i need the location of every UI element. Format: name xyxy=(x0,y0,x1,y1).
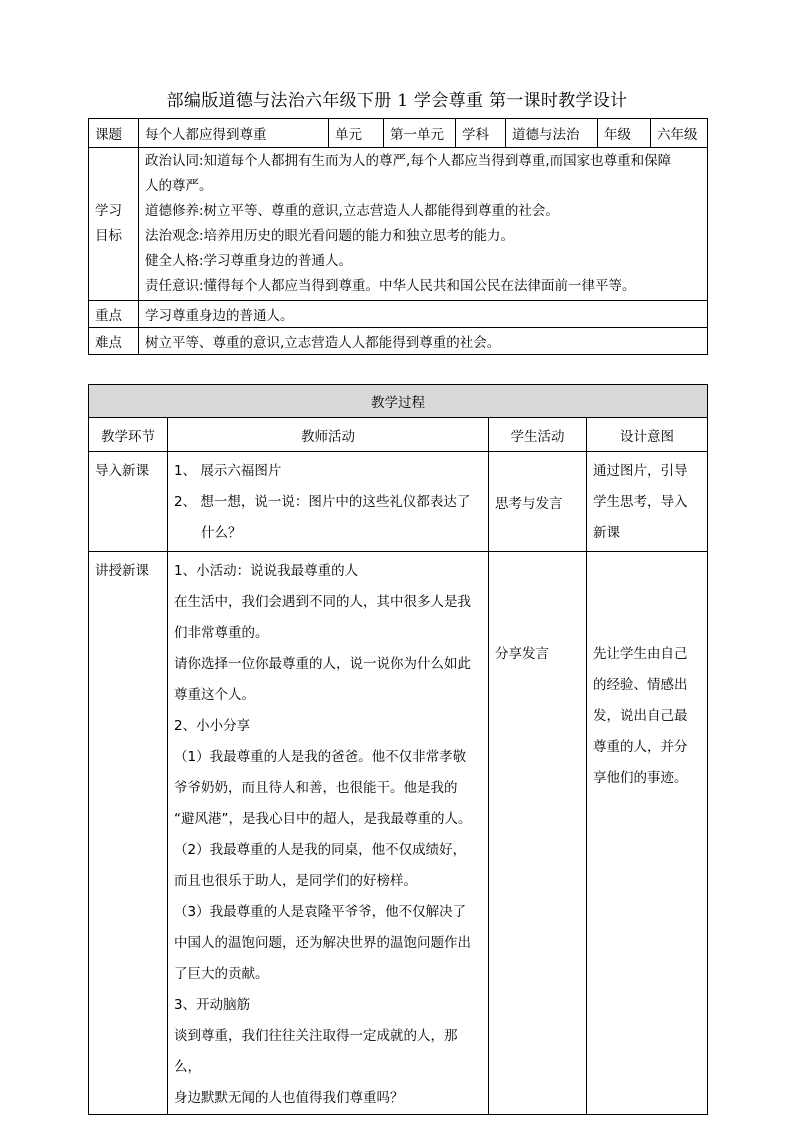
column-header-row xyxy=(89,418,708,452)
teacher-line: 在生活中，我们会遇到不同的人，其中很多人是我 xyxy=(174,594,471,610)
stage-text: 导入新课 xyxy=(95,463,149,479)
teacher-line: 了巨大的贡献。 xyxy=(174,966,269,982)
key-point-label: 重点 xyxy=(89,301,139,328)
difficulty-row xyxy=(89,328,708,355)
teacher-line: 尊重这个人。 xyxy=(174,687,255,703)
lesson-info-table xyxy=(88,118,708,355)
difficulty-text: 树立平等、尊重的意识,立志营造人人都能得到尊重的社会。 xyxy=(139,328,708,355)
section-header-row xyxy=(89,385,708,418)
objectives-label xyxy=(89,148,139,301)
teacher-line: 什么？ xyxy=(201,525,242,541)
teacher-line: “避风港”，是我心目中的超人，是我最尊重的人。 xyxy=(174,811,472,827)
teacher-line: 1、 展示六福图片 xyxy=(174,463,282,479)
objectives-content xyxy=(139,148,708,301)
table-row xyxy=(89,452,708,552)
teacher-line: （2）我最尊重的人是我的同桌，他不仅成绩好， xyxy=(174,842,467,858)
intent-line: 通过图片，引导 xyxy=(593,463,688,479)
teacher-activity-cell xyxy=(168,552,489,1115)
intent-line: 新课 xyxy=(593,525,620,541)
teacher-line: 中国人的温饱问题，还为解决世界的温饱问题作出 xyxy=(174,935,471,951)
intent-line: 学生思考，导入 xyxy=(593,494,688,510)
objectives-row xyxy=(89,148,708,301)
teacher-line: 请你选择一位你最尊重的人，说一说你为什么如此 xyxy=(174,656,471,672)
teacher-line: 2、小小分享 xyxy=(174,718,251,734)
stage-cell xyxy=(89,452,168,552)
header-design-intent: 设计意图 xyxy=(587,418,708,452)
objective-item: 人的尊严。 xyxy=(145,178,213,194)
student-activity-cell xyxy=(489,552,587,1115)
intent-line: 先让学生由自己 xyxy=(593,646,688,662)
key-point-row xyxy=(89,301,708,328)
subject-label: 学科 xyxy=(456,119,506,148)
design-intent-cell xyxy=(587,552,708,1115)
objective-item: 法治观念:培养用历史的眼光看问题的能力和独立思考的能力。 xyxy=(145,228,515,244)
header-teacher-activity: 教师活动 xyxy=(168,418,489,452)
student-activity-text: 思考与发言 xyxy=(495,495,563,512)
unit-label: 单元 xyxy=(329,119,384,148)
header-stage: 教学环节 xyxy=(89,418,168,452)
teacher-line: 1、小活动：说说我最尊重的人 xyxy=(174,563,359,579)
unit-value: 第一单元 xyxy=(384,119,456,148)
teacher-line: 谈到尊重，我们往往关注取得一定成就的人，那么， xyxy=(174,1028,458,1075)
objective-item: 责任意识:懂得每个人都应当得到尊重。中华人民共和国公民在法律面前一律平等。 xyxy=(145,278,636,294)
objective-item: 道德修养:树立平等、尊重的意识,立志营造人人都能得到尊重的社会。 xyxy=(145,203,559,219)
header-student-activity: 学生活动 xyxy=(489,418,587,452)
table-row xyxy=(89,552,708,1115)
design-intent-cell xyxy=(587,452,708,552)
grade-value: 六年级 xyxy=(651,119,708,148)
topic-label: 课题 xyxy=(89,119,139,148)
intent-line: 的经验、情感出 xyxy=(593,677,688,693)
section-title: 教学过程 xyxy=(89,385,708,418)
teacher-activity-cell xyxy=(168,452,489,552)
intent-line: 享他们的事迹。 xyxy=(593,770,688,786)
student-activity-cell xyxy=(489,452,587,552)
stage-cell xyxy=(89,552,168,1115)
info-row xyxy=(89,119,708,148)
intent-line: 发，说出自己最 xyxy=(593,708,688,724)
topic-value: 每个人都应得到尊重 xyxy=(139,119,329,148)
grade-label: 年级 xyxy=(598,119,651,148)
stage-text: 讲授新课 xyxy=(95,563,149,579)
student-activity-text: 分享发言 xyxy=(495,646,549,662)
difficulty-label: 难点 xyxy=(89,328,139,355)
intent-line: 尊重的人，并分 xyxy=(593,739,688,755)
subject-value: 道德与法治 xyxy=(506,119,598,148)
teacher-line: （3）我最尊重的人是袁隆平爷爷，他不仅解决了 xyxy=(174,904,467,920)
teacher-line: 爷爷奶奶，而且待人和善，也很能干。他是我的 xyxy=(174,780,458,796)
teaching-process-table xyxy=(88,384,708,1115)
teacher-line: 3、开动脑筋 xyxy=(174,997,251,1013)
teacher-line: （1）我最尊重的人是我的爸爸。他不仅非常孝敬 xyxy=(174,749,467,765)
teacher-line: 而且也很乐于助人，是同学们的好榜样。 xyxy=(174,873,417,889)
key-point-text: 学习尊重身边的普通人。 xyxy=(139,301,708,328)
document-title: 部编版道德与法治六年级下册 1 学会尊重 第一课时教学设计 xyxy=(166,91,628,111)
objective-item: 健全人格:学习尊重身边的普通人。 xyxy=(145,253,353,269)
teacher-line: 身边默默无闻的人也值得我们尊重吗？ xyxy=(174,1090,404,1106)
teacher-line: 2、 想一想，说一说：图片中的这些礼仪都表达了 xyxy=(174,494,471,510)
objectives-label-line1: 学习 xyxy=(95,203,122,219)
objective-item: 政治认同:知道每个人都拥有生而为人的尊严,每个人都应当得到尊重,而国家也尊重和保障 xyxy=(145,153,672,169)
teacher-line: 们非常尊重的。 xyxy=(174,625,269,641)
objectives-label-line2: 目标 xyxy=(95,228,122,244)
